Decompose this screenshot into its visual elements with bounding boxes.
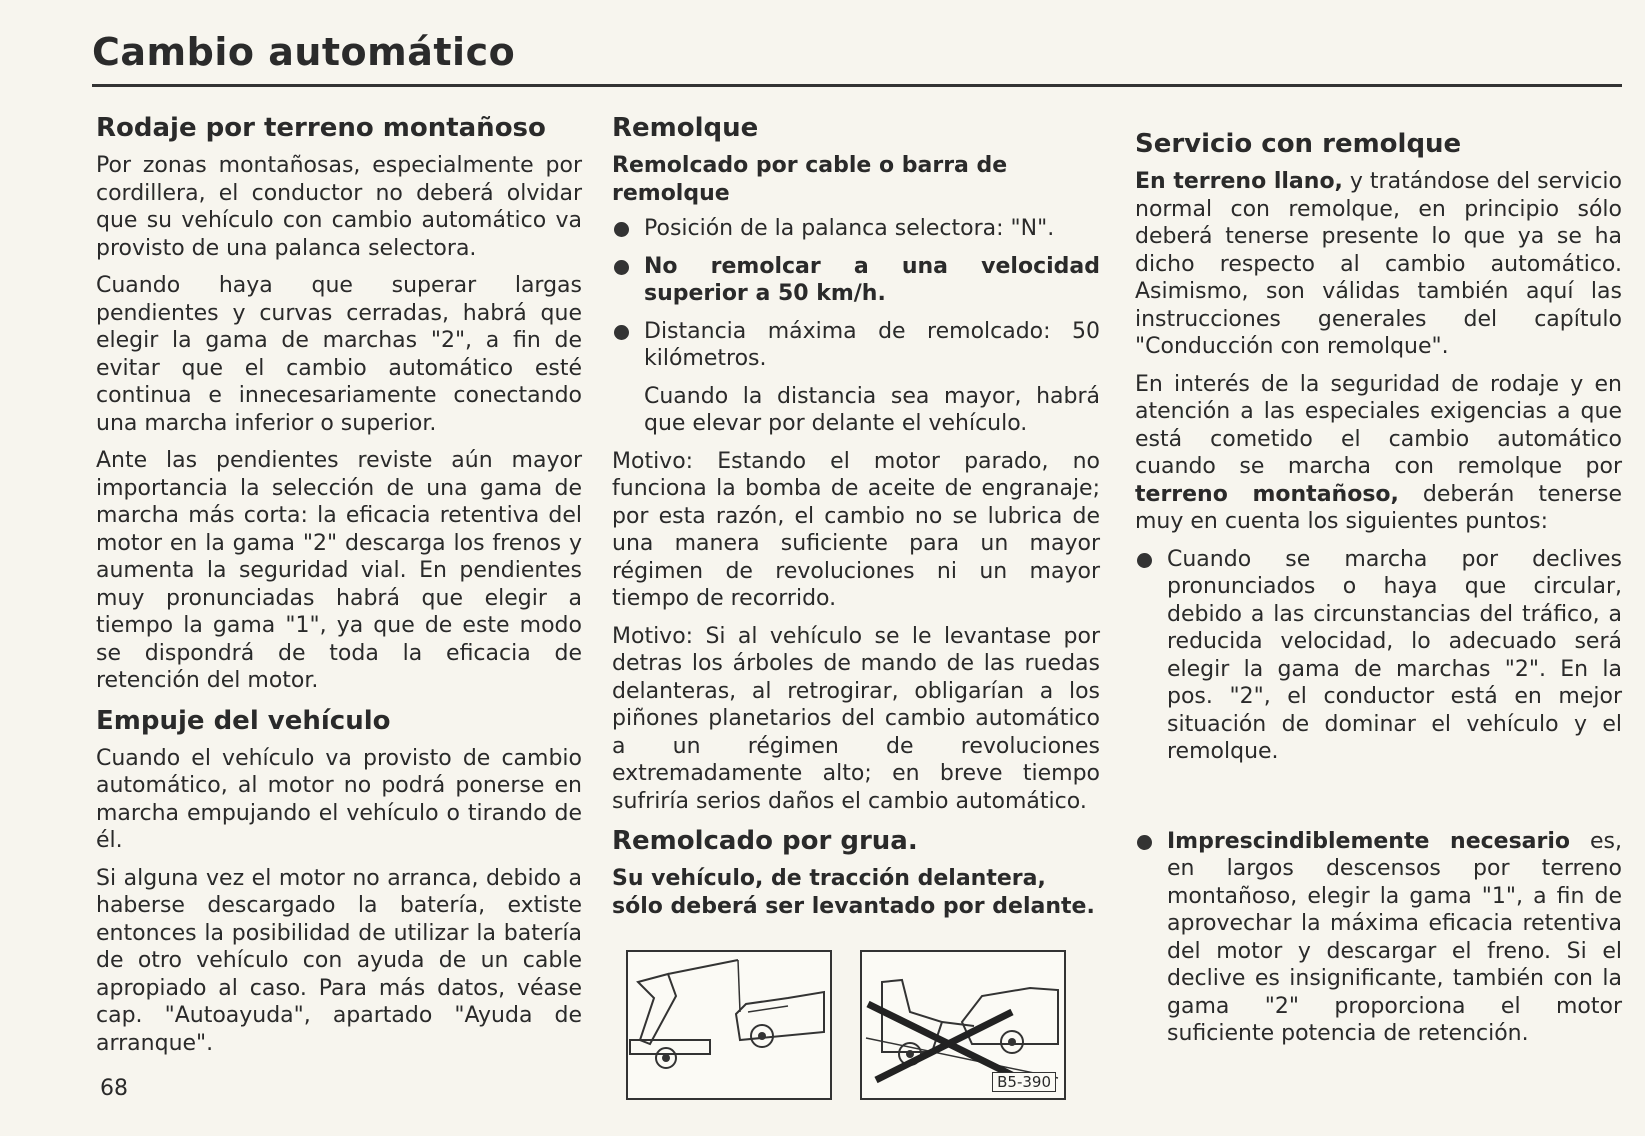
spacer xyxy=(1135,776,1622,828)
bullet-icon xyxy=(1137,835,1152,850)
list-item: Imprescindiblemente necesario es, en largos descensos por terreno montañoso, elegir la gama "1", a fin de aprovechar la máxima eficacia retentiva del motor y descargar el freno. Si el declive es insignificante, también con la gama "2" proporciona el motor suficiente potencia de retención. xyxy=(1135,828,1622,1048)
tow-truck-illustration-correct xyxy=(626,950,832,1100)
paragraph: Motivo: Si al vehículo se le levantase por detras los árboles de mando de las ruedas delanteras, al retrogirar, obligarían a los piñones planetarios del cambio automático a un régimen de revoluciones extremadamente alto; en breve tiempo sufriría serios daños el cambio automático. xyxy=(612,623,1100,814)
heading-push-start: Empuje del vehículo xyxy=(96,705,391,736)
paragraph: Si alguna vez el motor no arranca, debido a haberse descargado la batería, extiste entonces la posibilidad de utilizar la batería de otro vehículo con ayuda de un cable apropiado al caso. Para más datos, véase cap. "Autoayuda", apartado "Ayuda de arranque". xyxy=(96,865,582,1056)
bullet-icon xyxy=(1137,553,1152,568)
title-rule xyxy=(92,84,1622,87)
subheading-front-lift: Su vehículo, de tracción delantera, sólo deberá ser levantado por delante. xyxy=(612,866,1095,919)
list-item: Distancia máxima de remolcado: 50 kilómetros. xyxy=(612,318,1100,373)
column-1 xyxy=(96,112,582,1067)
paragraph: En interés de la seguridad de rodaje y en atención a las especiales exigencias a que está cometido el cambio automático cuando se marcha con remolque por terreno montañoso, deberán tenerse muy en cuenta los siguientes puntos: xyxy=(1135,371,1622,534)
bullet-icon xyxy=(614,222,629,237)
tow-truck-illustration-incorrect xyxy=(860,950,1066,1100)
paragraph: Cuando el vehículo va provisto de cambio automático, al motor no podrá ponerse en marcha empujando el vehículo o tirando de él. xyxy=(96,745,582,853)
heading-crane-towing: Remolcado por grua. xyxy=(612,826,918,856)
heading-mountain-driving: Rodaje por terreno montañoso xyxy=(96,113,546,143)
column-3 xyxy=(1135,128,1622,1058)
bullet-icon xyxy=(614,260,629,275)
figure-label: B5-390 xyxy=(992,1072,1056,1092)
list-item: No remolcar a una velocidad superior a 50 km/h. xyxy=(612,253,1100,308)
subheading-tow-cable: Remolcado por cable o barra de remolque xyxy=(612,153,1008,206)
paragraph: Ante las pendientes reviste aún mayor importancia la selección de una gama de marcha más corta: la eficacia retentiva del motor en la gama "2" descarga los frenos y aumenta la seguridad vial. En pendientes muy pronunciadas habrá que elegir a tiempo la gama "1", ya que de este modo se dispondrá de toda la eficacia de retención del motor. xyxy=(96,448,582,693)
paragraph: Por zonas montañosas, especialmente por cordillera, el conductor no deberá olvidar que su vehículo con cambio automático va provisto de una palanca selectora. xyxy=(96,153,582,261)
page-title: Cambio automático xyxy=(92,30,516,74)
paragraph: Cuando haya que superar largas pendientes y curvas cerradas, habrá que elegir la gama de marchas "2", a fin de evitar que el cambio automático esté continua e innecesariamente conectando una marcha inferior o superior. xyxy=(96,273,582,436)
heading-trailer-service: Servicio con remolque xyxy=(1135,129,1462,159)
column-2 xyxy=(612,112,1100,928)
page-number: 68 xyxy=(100,1076,128,1101)
list-item: Cuando se marcha por declives pronunciados o haya que circular, debido a las circunstancias del tráfico, a reducida velocidad, lo adecuado será elegir la gama de marchas "2". En la pos. "2", el conductor está en mejor situación de dominar el vehículo y el remolque. xyxy=(1135,546,1622,766)
paragraph: En terreno llano, y tratándose del servicio normal con remolque, en principio sólo deberá tenerse presente lo que ya se ha dicho respecto al cambio automático. Asimismo, son válidas también aquí las instrucciones generales del capítulo "Conducción con remolque". xyxy=(1135,169,1623,359)
heading-towing: Remolque xyxy=(612,113,759,143)
indented-note: Cuando la distancia sea mayor, habrá que elevar por delante el vehículo. xyxy=(644,383,1100,436)
list-item: Posición de la palanca selectora: "N". xyxy=(612,215,1100,243)
bullet-icon xyxy=(614,325,629,340)
paragraph: Motivo: Estando el motor parado, no funciona la bomba de aceite de engranaje; por esta razón, el cambio no se lubrica de una manera suficiente para un mayor régimen de revoluciones ni un mayor tiempo de recorrido. xyxy=(612,448,1100,611)
